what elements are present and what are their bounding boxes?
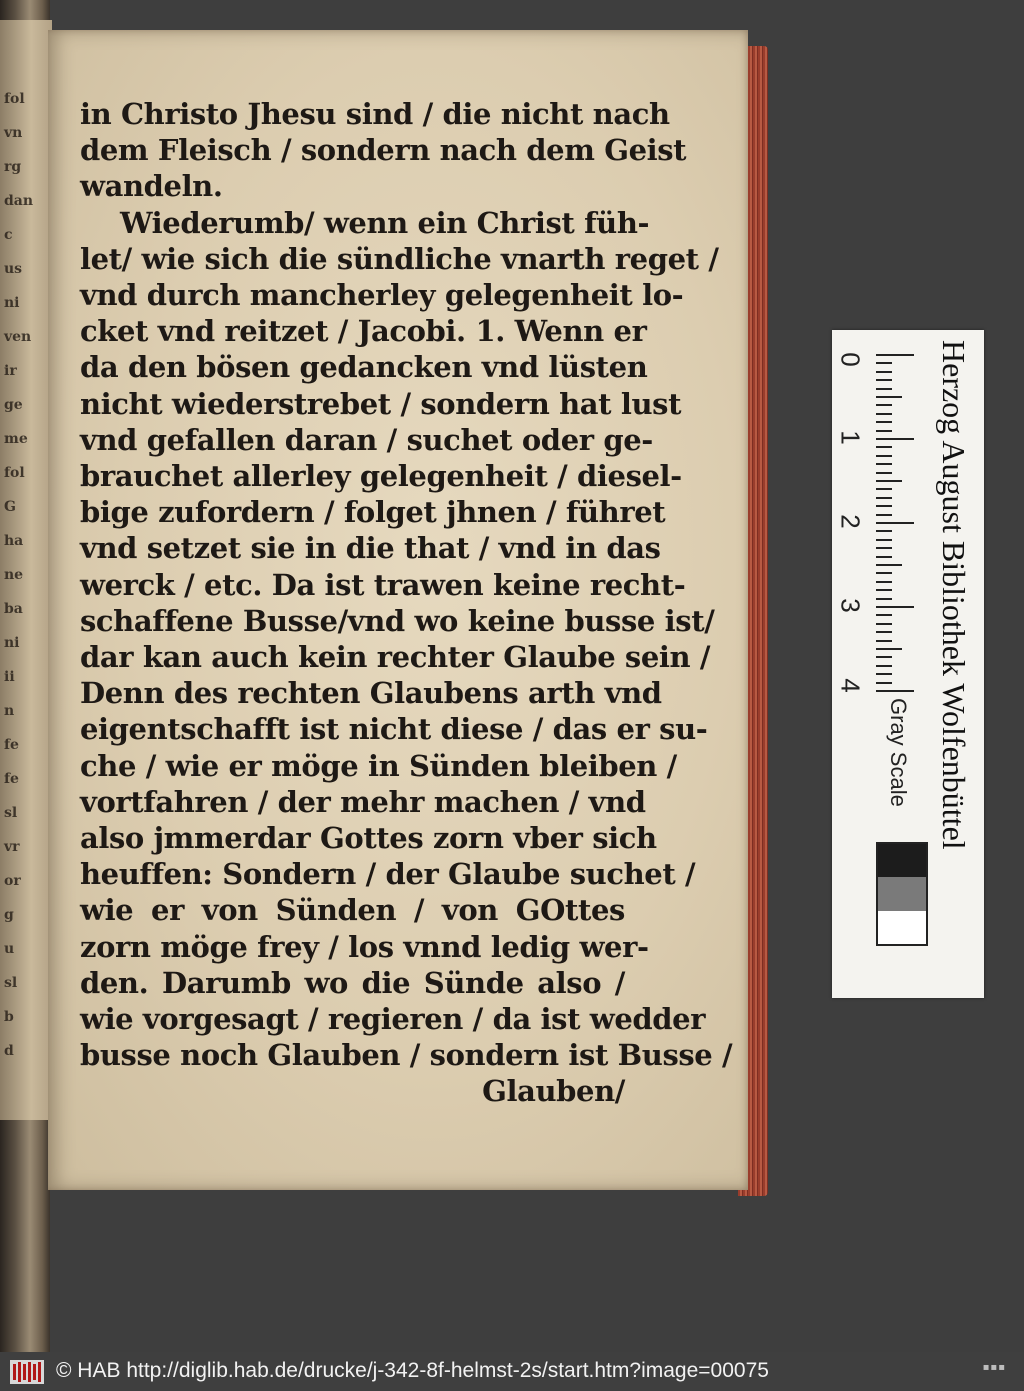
ruler-tick (876, 488, 892, 490)
text-line: cket vnd reitzet / Jacobi. 1. Wenn er (80, 314, 647, 349)
text-line: werck / etc. Da ist trawen keine recht- (80, 567, 686, 602)
ruler-tick (876, 682, 892, 684)
gray-scale-swatches (876, 842, 928, 946)
text-line: wie er von Sünden / von GOttes (80, 893, 625, 928)
ruler-tick (876, 631, 892, 633)
ruler-tick (876, 371, 892, 373)
text-line: dem Fleisch / sondern nach dem Geist (80, 133, 687, 168)
gray-scale-label: Gray Scale (886, 698, 911, 807)
text-line: vnd durch mancherley gelegenheit lo- (80, 278, 684, 313)
ruler-tick (876, 539, 892, 541)
ruler-tick (876, 505, 892, 507)
ruler-tick (876, 413, 892, 415)
ruler-tick (876, 379, 892, 381)
text-line: vnd setzet sie in die that / vnd in das (80, 531, 661, 566)
facing-page-text-fragment: fol vn rg dan c us ni ven ir ge me fol G ha ne ba ni ii n fe fe sl vr or g u sl b d (4, 91, 34, 1059)
ruler-tick (876, 640, 892, 642)
ruler-tick (876, 656, 892, 658)
ruler-tick (876, 530, 892, 532)
text-line: Wiederumb/ wenn ein Christ füh- (120, 205, 650, 240)
ruler-tick (876, 606, 914, 608)
text-line: wie vorgesagt / regieren / da ist wedder (80, 1002, 706, 1037)
ruler-digit: 4 (835, 678, 866, 693)
ruler-tick (876, 396, 902, 398)
ruler-tick (876, 598, 892, 600)
facing-page-edge (0, 20, 52, 1120)
hab-logo-icon (10, 1360, 44, 1384)
text-line: vortfahren / der mehr machen / vnd (80, 784, 646, 819)
scale-ruler (832, 330, 984, 998)
ruler-tick (876, 388, 892, 390)
text-line: che / wie er möge in Sünden bleiben / (80, 748, 677, 783)
ruler-tick (876, 614, 892, 616)
ruler-tick (876, 404, 892, 406)
ruler-digit: 0 (835, 352, 866, 367)
ruler-tick (876, 589, 892, 591)
ruler-tick (876, 564, 902, 566)
ruler-tick (876, 421, 892, 423)
ruler-tick (876, 362, 892, 364)
ruler-tick (876, 472, 892, 474)
ruler-tick (876, 463, 892, 465)
gray-swatch (878, 911, 926, 944)
ruler-ticks (876, 354, 916, 714)
institution-label: Herzog August Bibliothek Wolfenbüttel (936, 340, 972, 850)
ruler-tick (876, 572, 892, 574)
ruler-tick (876, 648, 902, 650)
ruler-tick (876, 480, 902, 482)
catchword: Glauben/ (482, 1074, 625, 1109)
ruler-tick (876, 522, 914, 524)
text-line: da den bösen gedancken vnd lüsten (80, 350, 648, 385)
ruler-tick (876, 446, 892, 448)
text-line: in Christo Jhesu sind / die nicht nach (80, 97, 670, 131)
text-line: brauchet allerley gelegenheit / diesel- (80, 459, 682, 494)
text-line: schaffene Busse/vnd wo keine busse ist/ (80, 603, 715, 638)
page-text-block (80, 96, 733, 1110)
copyright-link[interactable]: © HAB http://diglib.hab.de/drucke/j-342-8f-helmst-2s/start.htm?image=00075 (56, 1359, 769, 1382)
ruler-tick (876, 514, 892, 516)
text-line: busse noch Glauben / sondern ist Busse / (80, 1038, 733, 1073)
ruler-tick (876, 556, 892, 558)
footer-bar (0, 1352, 1024, 1391)
ruler-digit: 3 (835, 598, 866, 613)
ruler-tick (876, 581, 892, 583)
text-line: Denn des rechten Glaubens arth vnd (80, 676, 662, 711)
text-line: zorn möge frey / los vnnd ledig wer- (80, 929, 649, 964)
text-line: eigentschafft ist nicht diese / das er su- (80, 712, 708, 747)
ruler-tick (876, 354, 914, 356)
text-line: dar kan auch kein rechter Glaube sein / (80, 640, 711, 675)
text-line: wandeln. (80, 169, 223, 204)
ruler-tick (876, 665, 892, 667)
ruler-tick (876, 438, 914, 440)
text-line: bige zufordern / folget jhnen / führet (80, 495, 666, 530)
ruler-digit: 1 (835, 430, 866, 445)
gray-swatch (878, 844, 926, 877)
text-line: vnd gefallen daran / suchet oder ge- (80, 422, 653, 457)
ruler-tick (876, 455, 892, 457)
ruler-tick (876, 623, 892, 625)
footer-badge-icon: ▪▪▪ (982, 1362, 1006, 1373)
text-line: den. Darumb wo die Sünde also / (80, 965, 625, 1000)
ruler-tick (876, 690, 914, 692)
ruler-tick (876, 673, 892, 675)
gray-swatch (878, 877, 926, 910)
text-line: nicht wiederstrebet / sondern hat lust (80, 386, 682, 421)
ruler-tick (876, 497, 892, 499)
text-line: heuffen: Sondern / der Glaube suchet / (80, 857, 696, 892)
ruler-digit: 2 (835, 514, 866, 529)
ruler-tick (876, 547, 892, 549)
ruler-tick (876, 430, 892, 432)
text-line: let/ wie sich die sündliche vnarth reget / (80, 241, 719, 276)
text-line: also jmmerdar Gottes zorn vber sich (80, 821, 657, 856)
